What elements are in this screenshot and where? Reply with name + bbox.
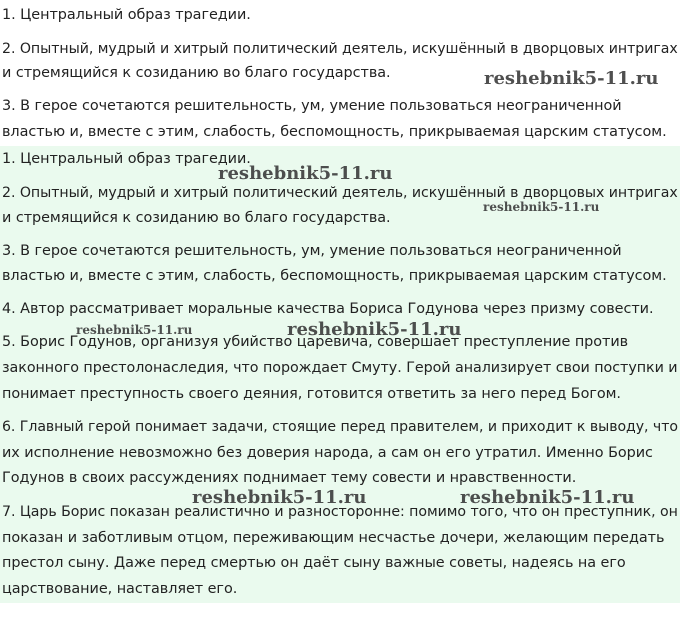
paragraph-line: царствование, наставляет его. (2, 581, 238, 597)
watermark: reshebnik5-11.ru (484, 68, 659, 89)
paragraph-line: 2. Опытный, мудрый и хитрый политический деятель, искушённый в дворцовых интригах (2, 185, 678, 201)
paragraph-line: и стремящийся к созиданию во благо государства. (2, 210, 391, 226)
paragraph-line: престол сыну. Даже перед смертью он даёт сыну важные советы, надеясь на его (2, 555, 626, 571)
paragraph-line: властью и, вместе с этим, слабость, беспомощность, прикрываемая царским статусом. (2, 268, 667, 284)
paragraph-line: 1. Центральный образ трагедии. (2, 151, 251, 167)
watermark: reshebnik5-11.ru (287, 319, 462, 340)
paragraph-line: показан и заботливым отцом, переживающим несчастье дочери, желающим передать (2, 530, 665, 546)
watermark: reshebnik5-11.ru (483, 200, 600, 214)
paragraph-line: их исполнение невозможно без доверия народа, а сам он его утратил. Именно Борис (2, 445, 653, 461)
paragraph-line: 2. Опытный, мудрый и хитрый политический деятель, искушённый в дворцовых интригах (2, 41, 678, 57)
paragraph-line: понимает преступность своего деяния, готовится ответить за него перед Богом. (2, 386, 621, 402)
paragraph-line: 4. Автор рассматривает моральные качества Бориса Годунова через призму совести. (2, 301, 654, 317)
paragraph-line: 3. В герое сочетаются решительность, ум, умение пользоваться неограниченной (2, 243, 622, 259)
paragraph-line: 7. Царь Борис показан реалистично и разносторонне: помимо того, что он преступник, он (2, 504, 678, 520)
paragraph-line: 3. В герое сочетаются решительность, ум, умение пользоваться неограниченной (2, 98, 622, 114)
paragraph-line: Годунов в своих рассуждениях поднимает тему совести и нравственности. (2, 470, 577, 486)
text-block-highlighted (0, 146, 680, 603)
paragraph-line: 1. Центральный образ трагедии. (2, 7, 251, 23)
watermark: reshebnik5-11.ru (192, 487, 367, 508)
watermark: reshebnik5-11.ru (76, 323, 193, 337)
paragraph-line: 6. Главный герой понимает задачи, стоящие перед правителем, и приходит к выводу, что (2, 419, 678, 435)
paragraph-line: властью и, вместе с этим, слабость, беспомощность, прикрываемая царским статусом. (2, 124, 667, 140)
watermark: reshebnik5-11.ru (460, 487, 635, 508)
paragraph-line: и стремящийся к созиданию во благо государства. (2, 65, 391, 81)
watermark: reshebnik5-11.ru (218, 163, 393, 184)
paragraph-line: 5. Борис Годунов, организуя убийство царевича, совершает преступление против (2, 334, 629, 350)
paragraph-line: законного престолонаследия, что порождает Смуту. Герой анализирует свои поступки и (2, 360, 678, 376)
